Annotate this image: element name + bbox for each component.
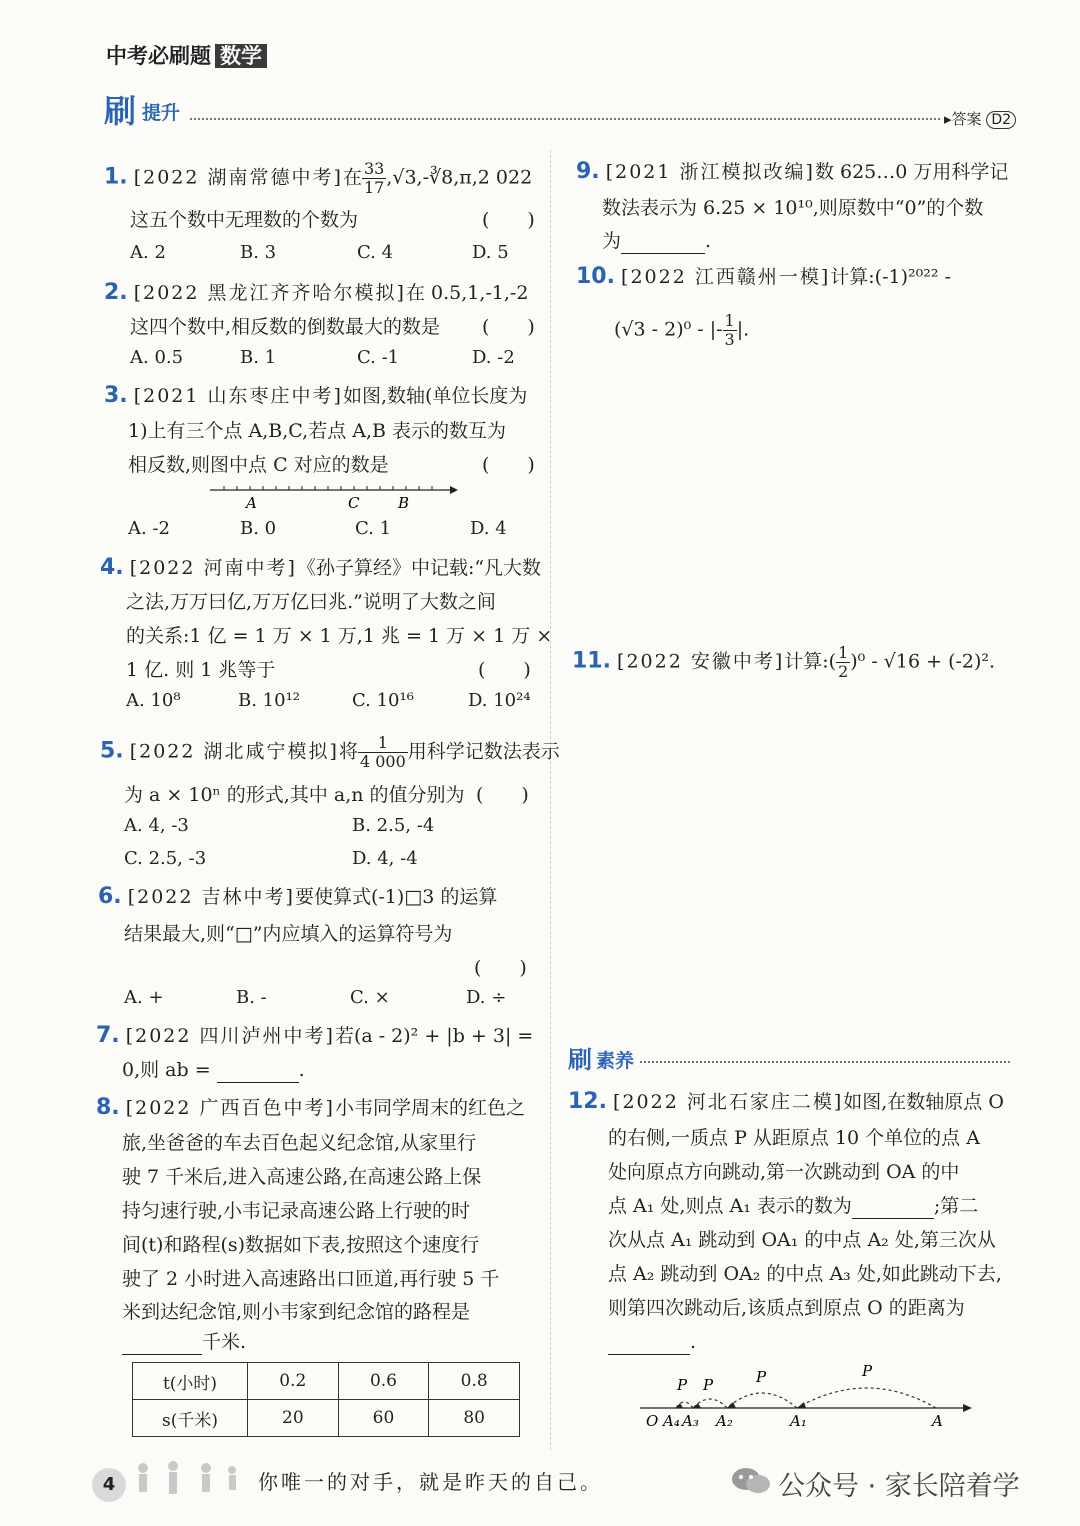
question-number: 8. (96, 1095, 120, 1120)
option: A. 4, -3 (124, 815, 189, 836)
table-cell: 60 (338, 1400, 429, 1437)
denominator: 3 (724, 330, 735, 349)
question-text: 之法,万万曰亿,万万亿曰兆.”说明了大数之间 (126, 591, 496, 613)
option: A. 10⁸ (126, 690, 181, 711)
question-number: 11. (572, 648, 611, 674)
question-10 (576, 265, 951, 289)
question-number: 6. (98, 884, 122, 909)
table-cell: 0.6 (338, 1363, 429, 1400)
label-o: O (646, 1412, 659, 1430)
question-number: 10. (576, 264, 615, 289)
question-text: 米到达纪念馆,则小韦家到纪念馆的路程是 (122, 1301, 471, 1323)
footer-motto: 你唯一的对手，就是昨天的自己。 (258, 1470, 603, 1494)
question-text: 数 625…0 万用科学记 (814, 161, 1009, 183)
number-line-figure (200, 478, 470, 514)
answer-paren: ( ) (478, 659, 531, 681)
section-glyph: 刷 (104, 92, 137, 130)
point-label-b: B (398, 494, 410, 512)
question-source: [2022 四川泸州中考] (125, 1025, 335, 1047)
option: C. 10¹⁶ (352, 690, 414, 711)
question-source: [2022 江西赣州一模] (621, 266, 831, 288)
section-title-tisheng: 提升 (142, 102, 181, 124)
question-2 (104, 281, 528, 305)
table-cell: 0.8 (429, 1363, 520, 1400)
denominator: 2 (838, 662, 849, 681)
question-text: 为 a × 10ⁿ 的形式,其中 a,n 的值分别为 (124, 784, 465, 806)
answer-paren: ( ) (476, 784, 529, 806)
table-cell: t(小时) (133, 1363, 248, 1400)
question-text (608, 1330, 696, 1355)
question-text: 计算:( (784, 650, 837, 673)
question-7 (96, 1024, 533, 1048)
question-text: 的关系:1 亿 = 1 万 × 1 万,1 兆 = 1 万 × 1 万 × (126, 625, 553, 647)
question-text: 在 (342, 166, 362, 189)
subject-tag: 数学 (215, 44, 267, 68)
data-table (132, 1362, 520, 1437)
label-p: P (862, 1362, 873, 1380)
question-text: 千米. (202, 1331, 247, 1353)
question-source: [2022 广西百色中考] (125, 1097, 335, 1119)
answer-blank[interactable] (122, 1330, 202, 1355)
question-4 (100, 556, 541, 580)
option: C. × (350, 987, 390, 1008)
point-label-a: A (246, 494, 257, 512)
question-text: ;第二 (933, 1195, 979, 1217)
numerator: 1 (838, 643, 849, 662)
question-text: 这五个数中无理数的个数为 (130, 209, 359, 231)
question-9 (576, 160, 1008, 184)
question-text: 将 (338, 740, 358, 763)
question-text: 驶了 2 小时进入高速路出口匝道,再行驶 5 千 (122, 1268, 500, 1290)
question-number: 12. (568, 1089, 607, 1114)
question-text: 次从点 A₁ 跳动到 OA₁ 的中点 A₂ 处,第三次从 (608, 1229, 996, 1251)
table-cell: 0.2 (248, 1363, 339, 1400)
question-text: 若(a - 2)² + |b + 3| = (334, 1025, 534, 1047)
question-1 (104, 160, 532, 197)
question-6 (98, 885, 497, 909)
question-text: . (690, 1331, 697, 1353)
question-text: 点 A₂ 跳动到 OA₂ 的中点 A₃ 处,如此跳动下去, (608, 1263, 1002, 1285)
decorative-figures (128, 1456, 248, 1506)
label-p: P (756, 1368, 767, 1386)
answer-blank[interactable] (621, 229, 705, 254)
question-3 (104, 384, 527, 408)
question-number: 5. (100, 738, 124, 764)
answer-blank[interactable] (217, 1058, 299, 1083)
label-p: P (703, 1376, 714, 1394)
label-a1: A₁ (790, 1412, 807, 1430)
question-text (614, 312, 749, 349)
question-text: 持匀速行驶,小韦记录高速公路上行驶的时 (122, 1200, 471, 1222)
question-source: [2021 浙江模拟改编] (605, 161, 815, 183)
fraction (358, 734, 408, 771)
question-text: 《孙子算经》中记载:“凡大数 (296, 557, 542, 579)
denominator: 17 (363, 178, 385, 197)
option: B. 1 (240, 347, 277, 368)
answer-blank[interactable] (608, 1330, 690, 1355)
question-11 (572, 644, 995, 681)
option: C. 4 (357, 242, 394, 263)
label-a2: A₂ (716, 1412, 733, 1430)
question-text: 如图,在数轴原点 O (843, 1091, 1004, 1113)
question-text (608, 1194, 978, 1219)
question-text (122, 1330, 246, 1355)
point-label-c: C (348, 494, 360, 512)
question-12 (568, 1090, 1004, 1114)
fraction (836, 644, 850, 681)
question-text: 如图,数轴(单位长度为 (342, 385, 528, 407)
fraction (723, 312, 737, 349)
question-5 (100, 734, 560, 771)
section-divider (190, 118, 940, 120)
option: B. 0 (240, 518, 277, 539)
question-8 (96, 1096, 525, 1120)
question-text: 结果最大,则“□”内应填入的运算符号为 (124, 923, 453, 945)
question-text: 旅,坐爸爸的车去百色起义纪念馆,从家里行 (122, 1132, 477, 1154)
question-number: 7. (96, 1023, 120, 1048)
figure-labels (646, 1362, 943, 1430)
answer-label: 答案 (951, 110, 982, 128)
answer-code: D2 (986, 111, 1016, 129)
question-text: ,√3,-∛8,π,2 022 (386, 166, 533, 189)
question-source: [2022 安徽中考] (617, 650, 785, 673)
question-number: 2. (104, 280, 128, 305)
option: D. 10²⁴ (468, 690, 531, 711)
axis-arrow (450, 486, 458, 494)
question-text: (√3 - 2)⁰ - |- (614, 318, 723, 341)
denominator: 4 000 (359, 752, 406, 771)
section-glyph: 刷 (568, 1046, 592, 1074)
question-text: 驶 7 千米后,进入高速公路,在高速公路上保 (122, 1166, 482, 1188)
column-divider (550, 150, 551, 1450)
question-text: . (298, 1059, 305, 1081)
option: D. -2 (472, 347, 515, 368)
label-a4: A₄ (663, 1412, 680, 1430)
question-source: [2022 湖北咸宁模拟] (129, 740, 339, 763)
option: D. 5 (472, 242, 509, 263)
answer-blank[interactable] (852, 1194, 934, 1219)
question-text: 数法表示为 6.25 × 10¹⁰,则原数中“0”的个数 (602, 197, 984, 219)
question-source: [2022 河南中考] (129, 557, 297, 579)
question-text: 小韦同学周末的红色之 (334, 1097, 525, 1119)
book-header (106, 40, 267, 70)
label-p: P (677, 1376, 688, 1394)
book-title: 中考必刷题 (106, 44, 211, 68)
option: D. 4, -4 (352, 848, 418, 869)
question-text: 则第四次跳动后,该质点到原点 O 的距离为 (608, 1297, 965, 1319)
question-text: 计算:(-1)²⁰²² - (830, 266, 951, 288)
page-number: 4 (92, 1468, 126, 1502)
numerator: 33 (363, 159, 385, 178)
question-number: 9. (576, 159, 600, 184)
option: B. - (236, 987, 267, 1008)
fraction (362, 160, 386, 197)
table-cell: 20 (248, 1400, 339, 1437)
axis-arrow (963, 1404, 972, 1412)
question-text: 这四个数中,相反数的倒数最大的数是 (130, 316, 441, 338)
question-text: 为 (602, 230, 622, 252)
question-number: 4. (100, 555, 124, 580)
numerator: 1 (724, 311, 735, 330)
watermark-text: 公众号 · 家长陪着学 (778, 1471, 1020, 1502)
question-number: 1. (104, 164, 128, 190)
question-text (602, 229, 711, 254)
option: A. -2 (128, 518, 170, 539)
table-row (133, 1363, 520, 1400)
question-source: [2022 吉林中考] (127, 886, 295, 908)
question-source: [2022 河北石家庄二模] (613, 1091, 844, 1113)
option: C. 1 (355, 518, 392, 539)
table-row (133, 1400, 520, 1437)
question-text (122, 1058, 305, 1083)
question-text: . (705, 230, 712, 252)
section-divider (640, 1061, 1010, 1063)
question-text: 处向原点方向跳动,第一次跳动到 OA 的中 (608, 1161, 960, 1183)
option: C. 2.5, -3 (124, 848, 207, 869)
option: D. 4 (470, 518, 507, 539)
numerator: 1 (358, 734, 408, 753)
question-text: 的右侧,一质点 P 从距原点 10 个单位的点 A (608, 1127, 980, 1149)
wechat-icon (730, 1464, 772, 1498)
answer-paren: ( ) (482, 316, 535, 338)
option: A. 2 (130, 242, 166, 263)
option: A. 0.5 (130, 347, 184, 368)
answer-paren: ( ) (482, 209, 535, 231)
question-text: )⁰ - √16 + (-2)². (850, 650, 996, 673)
question-number: 3. (104, 383, 128, 408)
answer-paren: ( ) (482, 454, 535, 476)
label-a: A (932, 1412, 943, 1430)
question-text: 间(t)和路程(s)数据如下表,按照这个速度行 (122, 1234, 480, 1256)
option: B. 2.5, -4 (352, 815, 435, 836)
question-text: 相反数,则图中点 C 对应的数是 (128, 454, 389, 476)
option: C. -1 (357, 347, 400, 368)
answer-ref: ▸答案 D2 (944, 108, 1016, 129)
question-source: [2022 湖南常德中考] (133, 166, 343, 189)
option: B. 3 (240, 242, 277, 263)
question-text: 用科学记数法表示 (407, 740, 560, 763)
question-text: 0,则 ab = (122, 1059, 211, 1081)
answer-paren: ( ) (474, 957, 527, 979)
table-cell: 80 (429, 1400, 520, 1437)
jump-number-line-figure (632, 1362, 982, 1432)
option: B. 10¹² (238, 690, 301, 711)
label-a3: A₃ (682, 1412, 699, 1430)
question-text: |. (736, 318, 750, 341)
jump-arcs (676, 1388, 936, 1408)
section-title-suyang: 素养 (596, 1050, 635, 1072)
option: A. + (124, 987, 164, 1008)
question-source: [2022 黑龙江齐齐哈尔模拟] (133, 282, 406, 304)
question-text: 1)上有三个点 A,B,C,若点 A,B 表示的数互为 (128, 420, 507, 442)
option: D. ÷ (466, 987, 507, 1008)
question-text: 要使算式(-1)□3 的运算 (294, 886, 498, 908)
jump-arrowheads (676, 1402, 806, 1408)
question-text: 点 A₁ 处,则点 A₁ 表示的数为 (608, 1195, 852, 1217)
question-text: 1 亿. 则 1 兆等于 (126, 659, 276, 681)
question-text: 在 0.5,1,-1,-2 (405, 282, 529, 304)
question-source: [2021 山东枣庄中考] (133, 385, 343, 407)
table-cell: s(千米) (133, 1400, 248, 1437)
